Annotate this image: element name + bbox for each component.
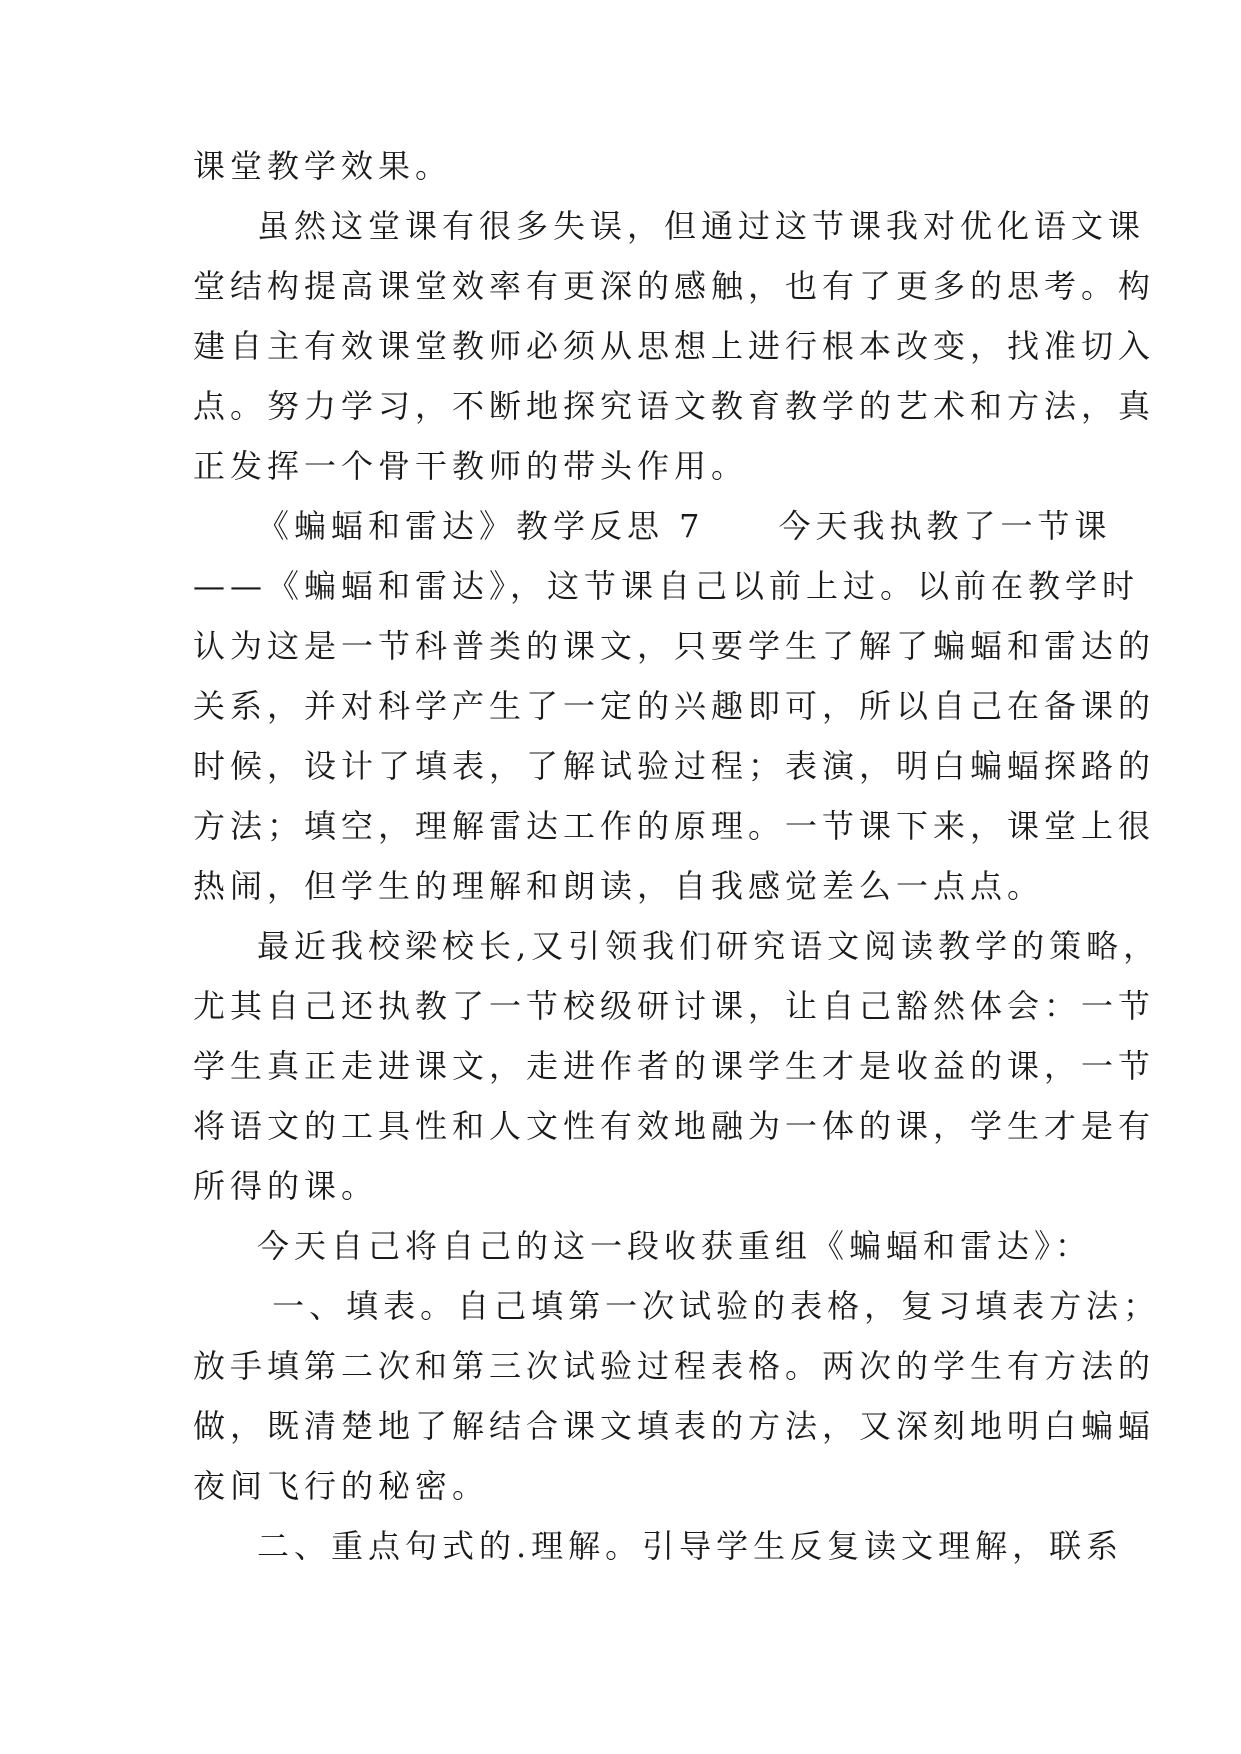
text-line: 虽然这堂课有很多失误，但通过这节课我对优化语文课 <box>257 207 1146 245</box>
text-line: 将语文的工具性和人文性有效地融为一体的课，学生才是有 <box>193 1107 1156 1145</box>
text-line: 所得的课。 <box>193 1167 379 1205</box>
text-line: ——《蝙蝠和雷达》，这节课自己以前上过。以前在教学时 <box>193 567 1140 605</box>
text-line: 课堂教学效果。 <box>193 147 453 185</box>
text-line: 点。努力学习，不断地探究语文教育教学的艺术和方法，真 <box>193 387 1156 425</box>
text-line: 建自主有效课堂教师必须从思想上进行根本改变，找准切入 <box>193 327 1156 365</box>
text-line: 今天自己将自己的这一段收获重组《蝙蝠和雷达》： <box>257 1227 1093 1265</box>
text-line: 一、填表。自己填第一次试验的表格，复习填表方法； <box>257 1287 1161 1325</box>
text-line: 夜间飞行的秘密。 <box>193 1467 490 1505</box>
text-line: 认为这是一节科普类的课文，只要学生了解了蝙蝠和雷达的 <box>193 627 1156 665</box>
text-line: 热闹，但学生的理解和朗读，自我感觉差么一点点。 <box>193 867 1045 905</box>
text-line: 正发挥一个骨干教师的带头作用。 <box>193 447 749 485</box>
text-line: 尤其自己还执教了一节校级研讨课，让自己豁然体会：一节 <box>193 987 1156 1025</box>
text-line: 关系，并对科学产生了一定的兴趣即可，所以自己在备课的 <box>193 687 1156 725</box>
text-line: 《蝙蝠和雷达》教学反思 7 今天我执教了一节课 <box>257 507 1112 545</box>
text-line: 做，既清楚地了解结合课文填表的方法，又深刻地明白蝙蝠 <box>193 1407 1156 1445</box>
text-line: 方法；填空，理解雷达工作的原理。一节课下来，课堂上很 <box>193 807 1156 845</box>
text-line: 学生真正走进课文，走进作者的课学生才是收益的课，一节 <box>193 1047 1156 1085</box>
text-line: 时候，设计了填表，了解试验过程；表演，明白蝙蝠探路的 <box>193 747 1156 785</box>
text-line: 二、重点句式的.理解。引导学生反复读文理解，联系 <box>257 1527 1124 1565</box>
text-line: 放手填第二次和第三次试验过程表格。两次的学生有方法的 <box>193 1347 1156 1385</box>
text-line: 最近我校梁校长,又引领我们研究语文阅读教学的策略， <box>257 927 1161 965</box>
text-line: 堂结构提高课堂效率有更深的感触，也有了更多的思考。构 <box>193 267 1156 305</box>
